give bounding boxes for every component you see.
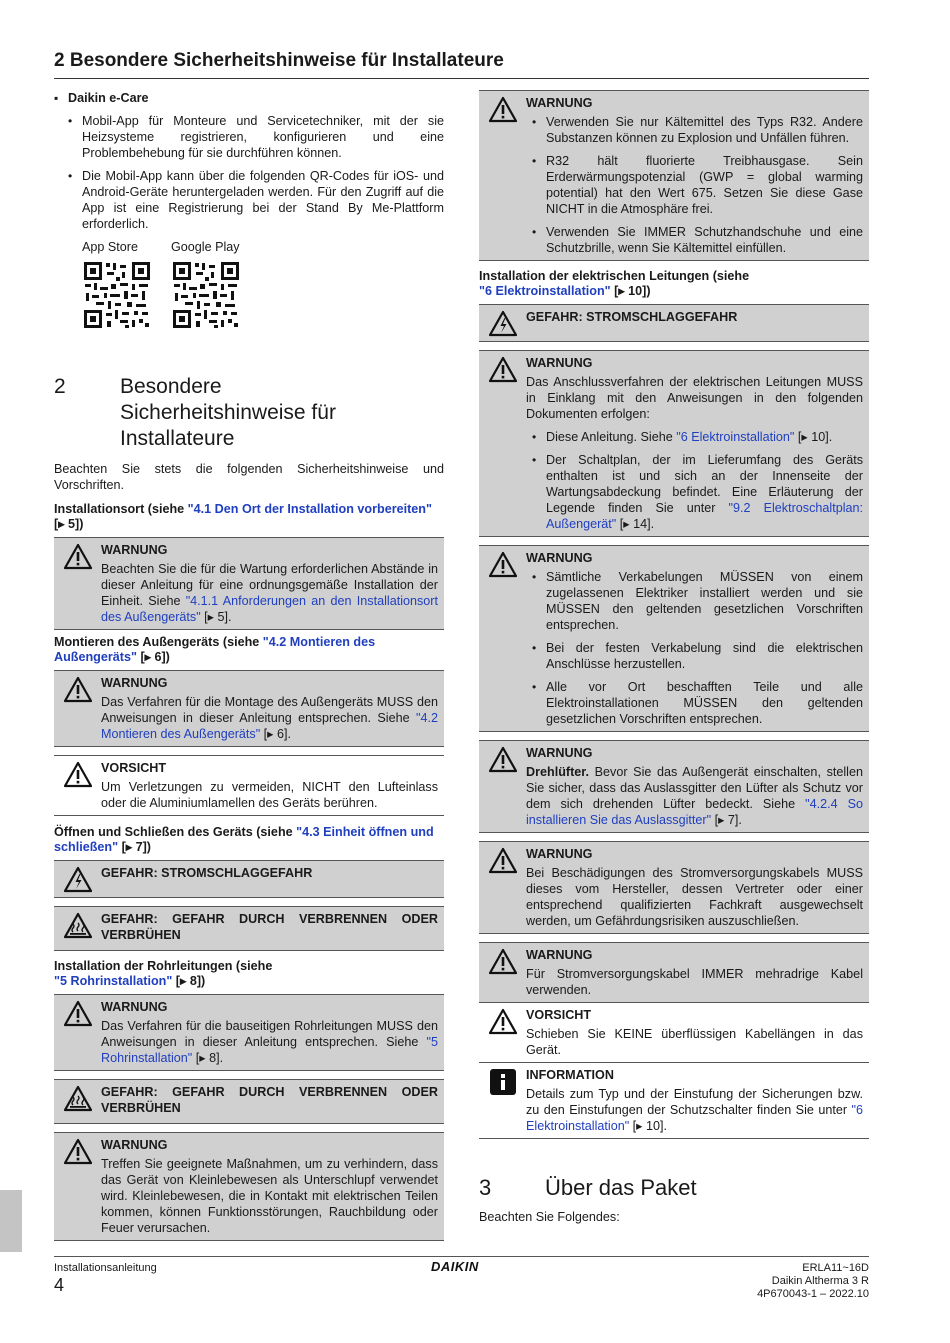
- warning-box: [479, 942, 869, 1003]
- caution-box: [54, 755, 444, 816]
- qr-code-icon: [82, 260, 152, 330]
- box-title: VORSICHT: [526, 1008, 592, 1022]
- box-list-item: • Bei der festen Verkabelung sind die elektrischen Anschlüsse herzustellen.: [526, 640, 863, 672]
- link-4-1-1[interactable]: "4.1.1 Anforderungen an den Installationsort des Außengeräts": [101, 594, 438, 624]
- right-column: [479, 90, 869, 1225]
- box-list-item: • Alle vor Ort beschafften Teile und alle Elektroinstallationen MÜSSEN den geltenden gesetzlichen Vorschriften entsprechen.: [526, 679, 863, 727]
- warning-box: [479, 350, 869, 537]
- danger-box: [54, 906, 444, 951]
- box-title: WARNUNG: [526, 96, 593, 110]
- footer-code: 4P670043-1 – 2022.10: [757, 1288, 869, 1300]
- link-6[interactable]: "6 Elektroinstallation": [526, 1103, 863, 1133]
- link-4-2[interactable]: "4.2 Montieren des Außengeräts": [101, 711, 438, 741]
- warning-icon: [489, 847, 517, 874]
- link-5[interactable]: "5 Rohrinstallation": [101, 1035, 438, 1065]
- qr-google-play[interactable]: [171, 240, 260, 333]
- box-title: GEFAHR: STROMSCHLAGGEFAHR: [101, 866, 313, 880]
- footer-divider: [54, 1256, 869, 1257]
- box-title: WARNUNG: [101, 543, 168, 557]
- electric-hazard-icon: [489, 310, 517, 337]
- section-installationsort: Installationsort (siehe "4.1 Den Ort der Installation vorbereiten" [▸ 5]): [54, 502, 432, 531]
- warning-box: [479, 740, 869, 833]
- box-title: WARNUNG: [526, 746, 593, 760]
- box-text: Treffen Sie geeignete Maßnahmen, um zu verhindern, dass das Gerät von Kleinlebewesen als Unterschlupf verwendet wird. Kleinlebewesen, die in Kontakt mit elektrischen Teilen kommen, können Funktionsstörungen, Rauchbildung oder Feuer verursachen.: [101, 1157, 438, 1235]
- chapter-3-intro: Beachten Sie Folgendes:: [479, 1210, 620, 1224]
- footer-doc-type: Installationsanleitung: [54, 1262, 157, 1274]
- box-list-item: • R32 hält fluorierte Treibhausgase. Sein Erderwärmungspotenzial (GWP = global warming potential) hat den Wert 675. Setzen Sie diese Gase NICHT in die Atmosphäre frei.: [526, 153, 863, 217]
- warning-icon: [64, 1000, 92, 1027]
- box-list-item: • Der Schaltplan, der im Lieferumfang des Geräts enthalten ist und sich an der Innenseite der Wartungsabdeckung befindet. Eine Erläuterung der Legende finden Sie unter "9.2 Elektroschaltplan: Außengerät" [▸ 14].: [526, 452, 863, 532]
- bullet-icon: •: [532, 570, 537, 584]
- box-text: Das Verfahren für die Montage des Außengeräts MUSS den Anweisungen in dieser Anleitung entsprechen. Siehe "4.2 Montieren des Außengeräts" [▸ 6].: [101, 695, 438, 741]
- information-icon: [489, 1068, 517, 1096]
- box-text: Beachten Sie die für die Wartung erforderlichen Abstände in dieser Anleitung für eine ordnungsgemäße Installation der Einheit. Siehe "4.1.1 Anforderungen an den Installationsort des Außengeräts" [▸ 5].: [101, 562, 438, 624]
- footer-product: Daikin Altherma 3 R: [771, 1275, 869, 1287]
- box-text: Für Stromversorgungskabel IMMER mehradrige Kabel verwenden.: [526, 967, 863, 997]
- bullet-icon: •: [532, 680, 537, 694]
- box-text: Schieben Sie KEINE überflüssigen Kabellängen in das Gerät.: [526, 1027, 863, 1057]
- ecare-heading: ▪ Daikin e-Care: [54, 91, 149, 105]
- qr-codes: [82, 240, 444, 333]
- chapter-3-heading: [479, 1175, 869, 1201]
- caution-box: [479, 1003, 869, 1063]
- hot-surface-icon: [64, 1085, 92, 1112]
- electric-hazard-icon: [64, 866, 92, 893]
- warning-icon: [489, 948, 517, 975]
- bullet-icon: •: [68, 169, 73, 183]
- chapter-2-heading: [54, 374, 444, 452]
- chapter-tab-marker: [0, 1190, 22, 1252]
- bullet-icon: •: [532, 453, 537, 467]
- box-title: GEFAHR: STROMSCHLAGGEFAHR: [526, 310, 738, 324]
- warning-icon: [64, 676, 92, 703]
- section-elektrische-leitungen: Installation der elektrischen Leitungen (siehe "6 Elektroinstallation" [▸ 10]): [479, 269, 750, 298]
- hot-surface-icon: [64, 912, 92, 939]
- left-column: [54, 90, 444, 1241]
- link-4-1[interactable]: "4.1 Den Ort der Installation vorbereiten": [187, 502, 432, 516]
- danger-box: [54, 860, 444, 898]
- box-text: Details zum Typ und der Einstufung der Sicherungen bzw. zu den Einstufungen der Schutzschalter finden Sie unter "6 Elektroinstallation" [▸ 10].: [526, 1087, 863, 1133]
- warning-icon: [489, 1008, 517, 1035]
- section-oeffnen: Öffnen und Schließen des Geräts (siehe "4.3 Einheit öffnen und schließen" [▸ 7]): [54, 825, 434, 854]
- danger-box: [479, 304, 869, 342]
- box-title: WARNUNG: [101, 1138, 168, 1152]
- section-montieren: Montieren des Außengeräts (siehe "4.2 Montieren des Außengeräts" [▸ 6]): [54, 635, 376, 664]
- warning-icon: [489, 96, 517, 123]
- bullet-icon: ▪: [54, 91, 59, 105]
- daikin-logo: DAIKIN: [431, 1259, 479, 1274]
- bullet-icon: •: [68, 114, 73, 128]
- bullet-icon: •: [532, 641, 537, 655]
- box-title: WARNUNG: [101, 1000, 168, 1014]
- box-text: Das Verfahren für die bauseitigen Rohrleitungen MUSS den Anweisungen in dieser Anleitung entsprechen. Siehe "5 Rohrinstallation" [▸ 8].: [101, 1019, 438, 1065]
- warning-box: [479, 841, 869, 934]
- chapter-2-intro: Beachten Sie stets die folgenden Sicherheitshinweise und Vorschriften.: [54, 462, 444, 492]
- box-title: GEFAHR: GEFAHR DURCH VERBRENNEN ODER VERBRÜHEN: [101, 912, 438, 942]
- link-4-2[interactable]: "4.2 Montieren des Außengeräts": [54, 635, 376, 664]
- box-list-item: • Verwenden Sie IMMER Schutzhandschuhe und eine Schutzbrille, wenn Sie Kältemittel einfüllen.: [526, 224, 863, 256]
- box-text: Bei Beschädigungen des Stromversorgungskabels MUSS dieses vom Hersteller, dessen Vertreter oder einer entsprechend qualifizierten Fachkraft ausgewechselt werden, um Gefährdungsrisiken auszuschließen.: [526, 866, 863, 928]
- qr-app-store[interactable]: [82, 240, 171, 333]
- link-5[interactable]: "5 Rohrinstallation": [54, 974, 173, 988]
- box-title: INFORMATION: [526, 1068, 614, 1082]
- warning-box: [54, 537, 444, 630]
- qr-label-google-play: Google Play: [171, 240, 240, 254]
- warning-box: [479, 90, 869, 261]
- box-text: Um Verletzungen zu vermeiden, NICHT den Lufteinlass oder die Aluminiumlamellen des Geräts berühren.: [101, 780, 438, 810]
- link-4-3[interactable]: "4.3 Einheit öffnen und schließen": [54, 825, 434, 854]
- warning-icon: [489, 551, 517, 578]
- footer-model: ERLA11~16D: [802, 1262, 869, 1274]
- warning-box: [54, 670, 444, 747]
- bullet-icon: •: [532, 115, 537, 129]
- warning-box: [54, 1132, 444, 1241]
- box-title: VORSICHT: [101, 761, 167, 775]
- warning-box: [479, 545, 869, 732]
- warning-icon: [489, 746, 517, 773]
- bullet-icon: •: [532, 225, 537, 239]
- chapter-title: Besondere Sicherheitshinweise für Installateure: [120, 375, 336, 450]
- ecare-item-2: • Die Mobil-App kann über die folgenden QR-Codes für iOS- und Android-Geräte heruntergeladen werden. Für den Zugriff auf die App ist eine Registrierung bei der Stand By Me-Plattform erforderlich.: [68, 169, 444, 231]
- ecare-item-1: • Mobil-App für Monteure und Servicetechniker, mit der sie Heizsysteme registrieren, konfigurieren und eine Problembehebung für sie durchführen können.: [68, 114, 444, 160]
- warning-icon: [64, 543, 92, 570]
- box-list-item: • Verwenden Sie nur Kältemittel des Typs R32. Andere Substanzen können zu Explosion und Unfällen führen.: [526, 114, 863, 146]
- section-rohrleitungen: Installation der Rohrleitungen (siehe "5 Rohrinstallation" [▸ 8]): [54, 959, 273, 988]
- warning-icon: [489, 356, 517, 383]
- box-title: WARNUNG: [526, 551, 593, 565]
- bullet-icon: •: [532, 154, 537, 168]
- link-9-2[interactable]: "9.2 Elektroschaltplan: Außengerät": [546, 501, 863, 531]
- box-title: GEFAHR: GEFAHR DURCH VERBRENNEN ODER VERBRÜHEN: [101, 1085, 438, 1115]
- warning-icon: [64, 1138, 92, 1165]
- qr-label-app-store: App Store: [82, 240, 139, 254]
- link-6[interactable]: "6 Elektroinstallation": [479, 284, 611, 298]
- box-title: WARNUNG: [101, 676, 168, 690]
- warning-box: [54, 994, 444, 1071]
- danger-box: [54, 1079, 444, 1124]
- link-6[interactable]: "6 Elektroinstallation": [676, 430, 795, 444]
- chapter-number: 2: [54, 375, 66, 398]
- link-4-2-4[interactable]: "4.2.4 So installieren Sie das Auslassgitter": [526, 797, 863, 827]
- chapter-number: 3: [479, 1175, 492, 1200]
- bullet-icon: •: [532, 430, 537, 444]
- box-text: Drehlüfter. Bevor Sie das Außengerät einschalten, stellen Sie sicher, dass das Auslassgitter den Lüfter als Schutz vor dem sich drehenden Lüfter bedeckt. Siehe "4.2.4 So installieren Sie das Auslassgitter" [▸ 7].: [526, 765, 863, 827]
- box-title: WARNUNG: [526, 356, 593, 370]
- box-title: WARNUNG: [526, 847, 593, 861]
- box-list-item: • Sämtliche Verkabelungen MÜSSEN von einem zugelassenen Elektriker installiert werden und sie MÜSSEN den geltenden gesetzlichen Vorschriften entsprechen.: [526, 569, 863, 633]
- box-title: WARNUNG: [526, 948, 593, 962]
- box-text: Das Anschlussverfahren der elektrischen Leitungen MUSS in Einklang mit den Anweisungen in den folgenden Dokumenten erfolgen:: [526, 375, 863, 421]
- qr-code-icon: [171, 260, 241, 330]
- box-list-item: • Diese Anleitung. Siehe "6 Elektroinstallation" [▸ 10].: [526, 429, 863, 445]
- information-box: [479, 1063, 869, 1139]
- warning-icon: [64, 761, 92, 788]
- page-number: 4: [54, 1275, 65, 1295]
- chapter-title: Über das Paket: [545, 1175, 697, 1200]
- page-header-title: 2 Besondere Sicherheitshinweise für Installateure: [54, 50, 869, 79]
